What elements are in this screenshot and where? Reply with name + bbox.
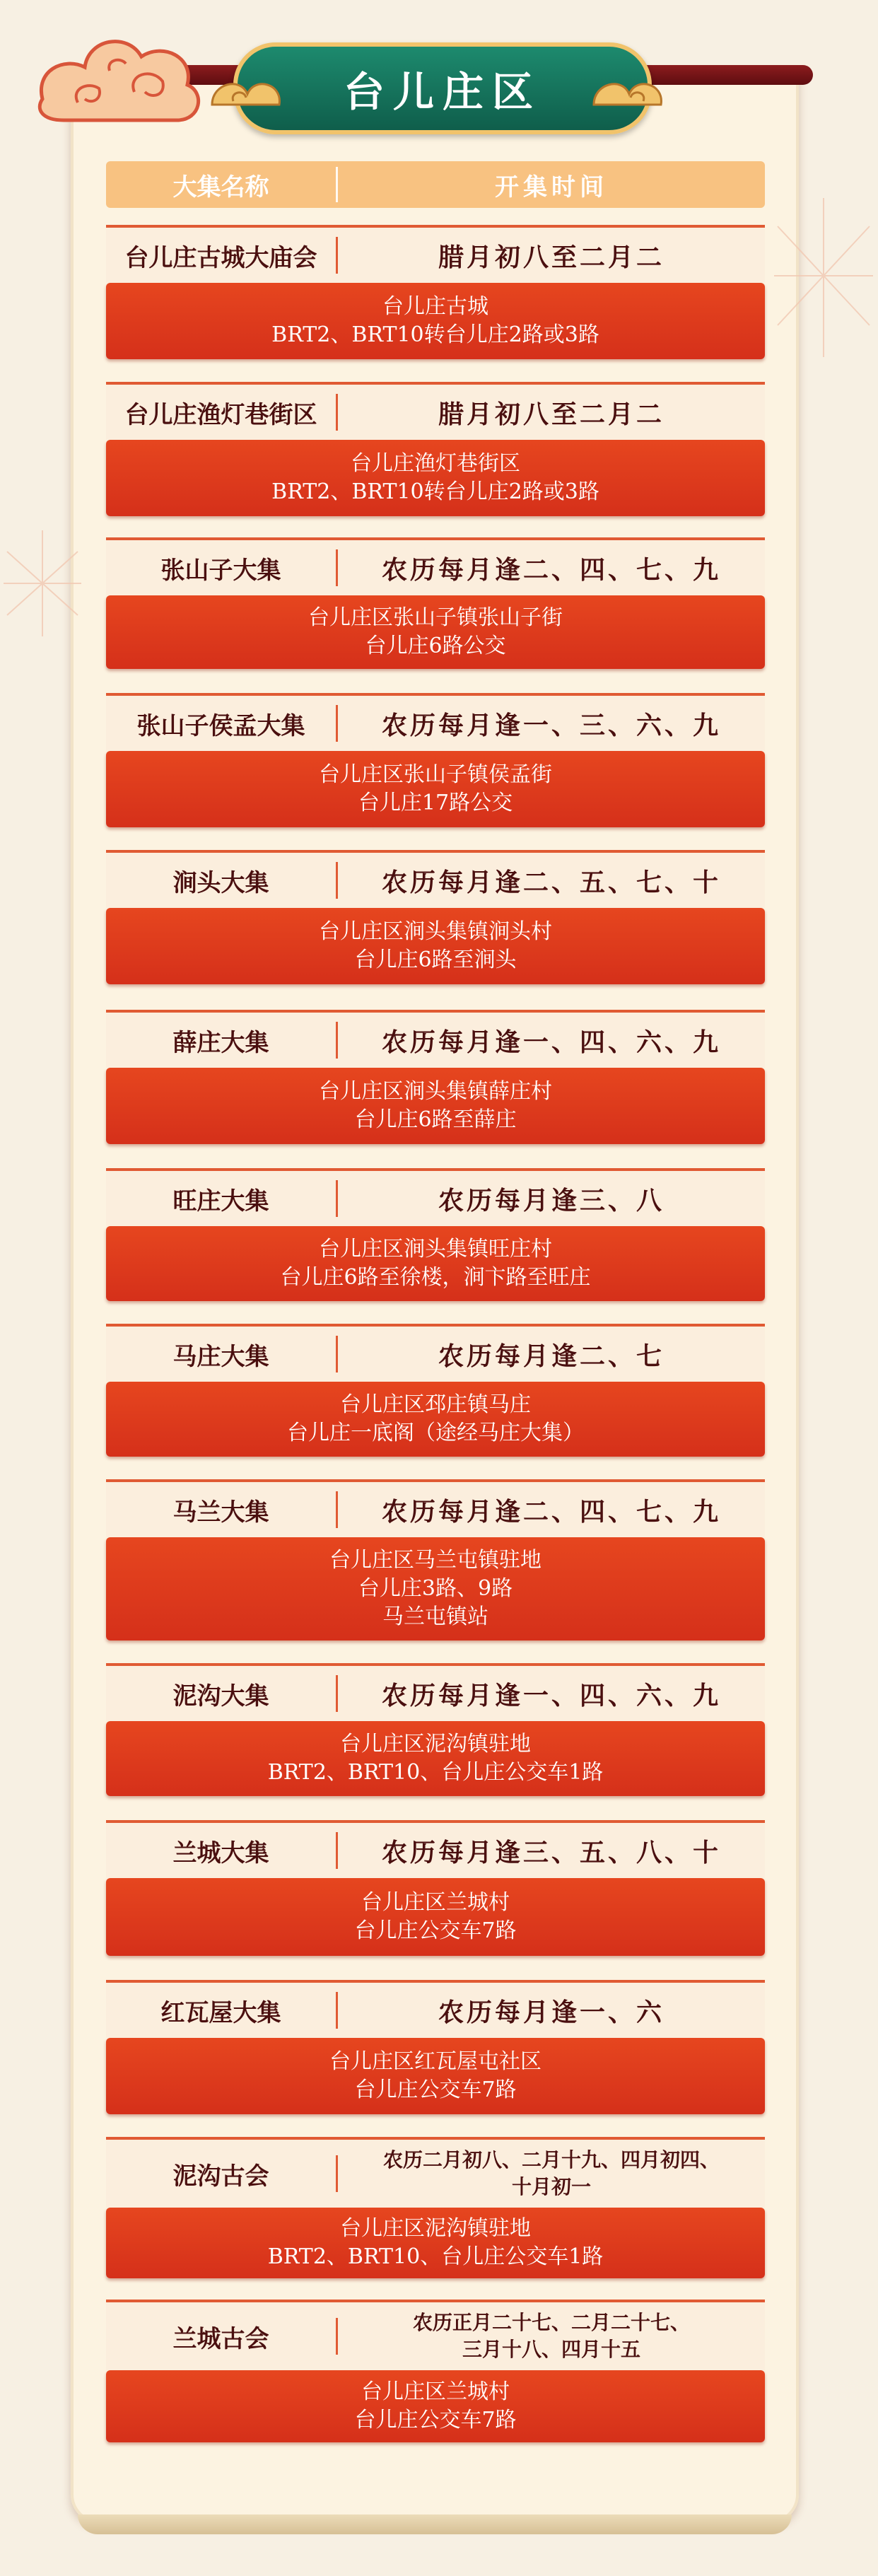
market-transport: BRT2、BRT10转台儿庄2路或3路 [271, 322, 599, 347]
market-entry [106, 693, 765, 827]
market-name: 台儿庄渔灯巷街区 [124, 400, 317, 429]
market-transport: 台儿庄公交车7路 [354, 2077, 517, 2102]
firework-icon [771, 184, 877, 368]
market-location: 台儿庄区涧头集镇薛庄村 [319, 1079, 552, 1104]
market-location: 台儿庄区兰城村 [361, 1890, 510, 1915]
market-time: 农历二月初八、二月十九、四月初四、 十月初一 [382, 2148, 720, 2198]
market-entry [106, 1168, 765, 1301]
market-location: 台儿庄区泥沟镇驻地 [340, 2216, 531, 2241]
cloud-ornament-icon [587, 62, 672, 119]
market-location: 台儿庄区马兰屯镇驻地 [329, 1548, 542, 1573]
market-time: 农历每月逢一、四、六、九 [381, 1681, 721, 1710]
market-location: 台儿庄古城 [382, 294, 488, 319]
market-location: 台儿庄区泥沟镇驻地 [340, 1732, 531, 1756]
market-name: 马庄大集 [172, 1342, 269, 1371]
market-transport: 台儿庄公交车7路 [354, 2408, 517, 2432]
market-info-box [106, 2370, 765, 2442]
market-time: 农历每月逢一、六 [438, 1998, 665, 2027]
market-transport: 台儿庄6路至薛庄 [354, 1107, 517, 1132]
market-info-box [106, 1068, 765, 1144]
market-entry [106, 2137, 765, 2278]
market-location: 台儿庄区红瓦屋屯社区 [329, 2049, 542, 2074]
market-transport: 台儿庄一底阁（途经马庄大集） [287, 1421, 584, 1445]
market-info-box [106, 1878, 765, 1956]
market-name: 台儿庄古城大庙会 [124, 243, 317, 272]
market-name: 张山子侯孟大集 [136, 711, 305, 740]
market-transport: BRT2、BRT10转台儿庄2路或3路 [271, 479, 599, 504]
market-location: 台儿庄区张山子镇张山子街 [308, 605, 563, 630]
market-location: 台儿庄区张山子镇侯孟街 [319, 762, 552, 787]
scroll-bottom-edge [78, 2514, 792, 2534]
cloud-ornament-icon [205, 62, 290, 119]
market-time: 腊月初八至二月二 [438, 243, 665, 272]
market-transport: 台儿庄17路公交 [358, 791, 513, 815]
market-location: 台儿庄渔灯巷街区 [351, 451, 520, 476]
market-transport: BRT2、BRT10、台儿庄公交车1路 [267, 1760, 604, 1785]
market-entry [106, 1820, 765, 1956]
market-info-box [106, 440, 765, 516]
market-time: 腊月初八至二月二 [438, 400, 665, 429]
market-name: 红瓦屋大集 [160, 1998, 281, 2027]
market-transport: BRT2、BRT10、台儿庄公交车1路 [267, 2244, 604, 2269]
header-divider [336, 167, 338, 202]
market-info-box [106, 283, 765, 359]
market-name: 泥沟大集 [172, 1682, 269, 1710]
market-name: 兰城古会 [172, 2324, 269, 2353]
market-transport: 台儿庄6路至涧头 [354, 948, 517, 972]
market-name: 张山子大集 [160, 556, 281, 585]
market-info-box [106, 1721, 765, 1796]
market-name: 薛庄大集 [172, 1028, 269, 1057]
market-name: 马兰大集 [172, 1498, 269, 1527]
market-info-box [106, 1226, 765, 1301]
market-entry [106, 1479, 765, 1640]
market-info-box [106, 1382, 765, 1457]
market-name: 旺庄大集 [172, 1187, 269, 1216]
market-info-box [106, 595, 765, 669]
market-time: 农历每月逢三、五、八、十 [381, 1838, 721, 1867]
header-market-name: 大集名称 [172, 173, 269, 202]
cloud-icon [28, 14, 212, 134]
market-info-box [106, 2038, 765, 2114]
market-entry [106, 1010, 765, 1144]
market-entry [106, 1663, 765, 1796]
market-time: 农历每月逢一、三、六、九 [381, 711, 721, 740]
market-info-box [106, 1537, 765, 1640]
market-info-box [106, 908, 765, 984]
market-time: 农历每月逢一、四、六、九 [381, 1027, 721, 1057]
market-entry [106, 537, 765, 669]
market-time: 农历每月逢二、四、七、九 [381, 555, 721, 585]
market-transport: 台儿庄6路公交 [365, 634, 506, 658]
market-entry [106, 225, 765, 359]
market-entry [106, 382, 765, 516]
market-time: 农历每月逢二、四、七、九 [381, 1497, 721, 1527]
market-time: 农历每月逢三、八 [438, 1186, 665, 1216]
market-time: 农历正月二十七、二月二十七、 三月十八、四月十五 [412, 2311, 690, 2361]
market-info-box [106, 751, 765, 827]
market-entry [106, 850, 765, 984]
market-transport: 台儿庄6路至徐楼，涧卞路至旺庄 [280, 1265, 591, 1290]
market-entry [106, 1980, 765, 2114]
firework-icon [0, 523, 85, 643]
market-entry [106, 1324, 765, 1457]
market-location: 台儿庄区邳庄镇马庄 [340, 1392, 531, 1417]
market-name: 涧头大集 [172, 868, 269, 897]
page-title: 台儿庄区 [343, 68, 542, 116]
market-stop: 马兰屯镇站 [382, 1604, 488, 1629]
market-location: 台儿庄区兰城村 [361, 2379, 510, 2404]
market-info-box [106, 2208, 765, 2278]
header-open-time: 开集时间 [495, 173, 608, 202]
market-location: 台儿庄区涧头集镇涧头村 [319, 919, 552, 944]
market-name: 兰城大集 [172, 1838, 269, 1867]
table-header [106, 161, 765, 208]
market-transport: 台儿庄3路、9路 [358, 1576, 513, 1601]
market-name: 泥沟古会 [172, 2162, 269, 2191]
market-transport: 台儿庄公交车7路 [354, 1918, 517, 1943]
market-entry [106, 2300, 765, 2442]
market-time: 农历每月逢二、七 [438, 1341, 665, 1371]
market-location: 台儿庄区涧头集镇旺庄村 [319, 1237, 552, 1261]
market-time: 农历每月逢二、五、七、十 [381, 868, 721, 897]
